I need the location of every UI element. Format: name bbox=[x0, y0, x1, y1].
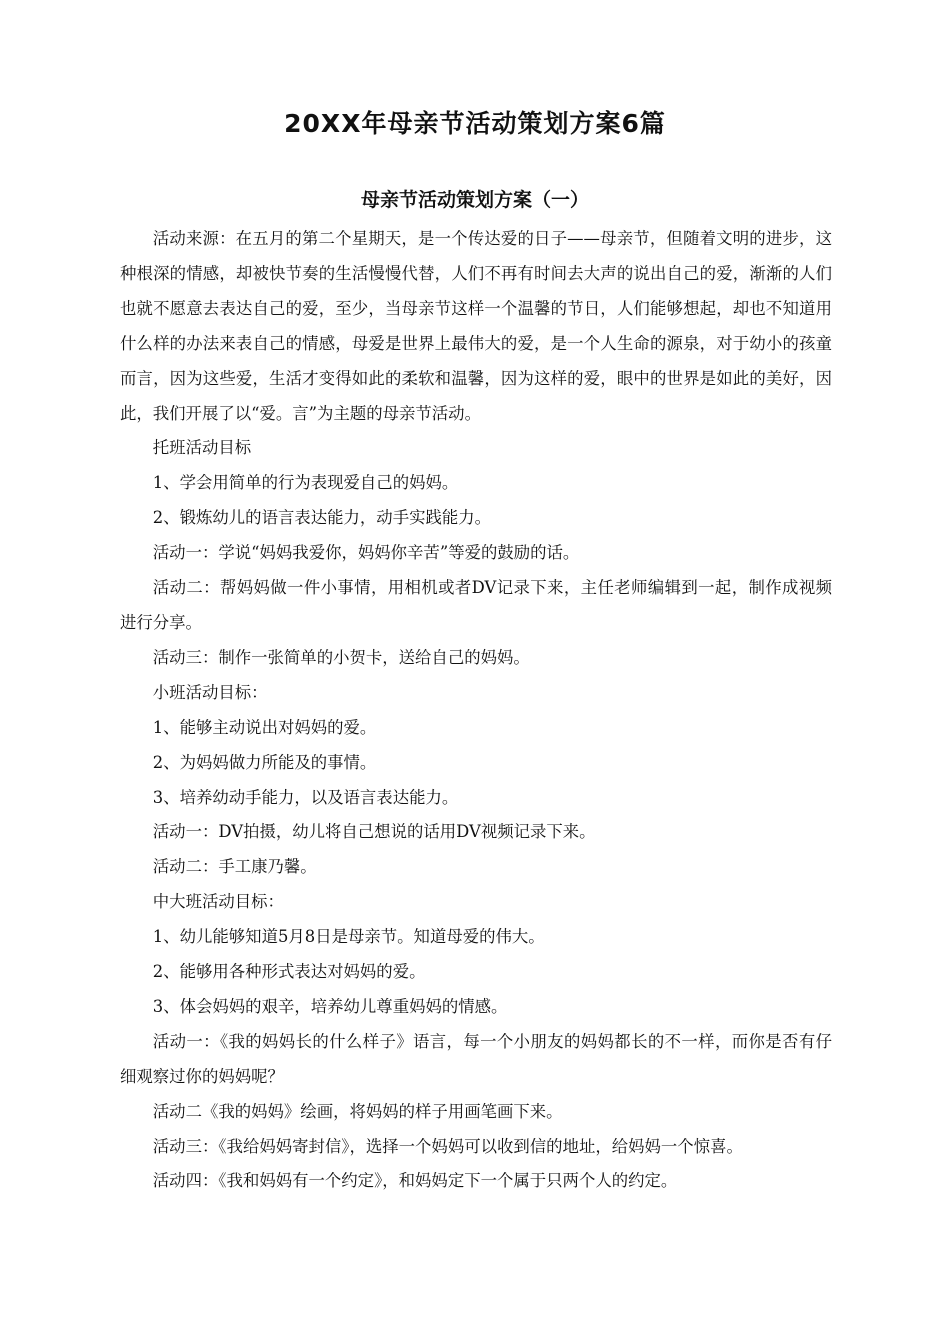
paragraph: 2、能够用各种形式表达对妈妈的爱。 bbox=[152, 962, 426, 982]
paragraph: 活动三：《我给妈妈寄封信》，选择一个妈妈可以收到信的地址，给妈妈一个惊喜。 bbox=[152, 1136, 743, 1156]
paragraph: 2、为妈妈做力所能及的事情。 bbox=[152, 752, 377, 772]
document-body bbox=[120, 222, 832, 1199]
paragraph: 活动四：《我和妈妈有一个约定》，和妈妈定下一个属于只两个人的约定。 bbox=[152, 1171, 678, 1191]
paragraph: 活动二：帮妈妈做一件小事情，用相机或者DV记录下来，主任老师编辑到一起，制作成视频进行分享。 bbox=[120, 578, 832, 632]
paragraph: 3、体会妈妈的艰辛，培养幼儿尊重妈妈的情感。 bbox=[152, 996, 508, 1016]
paragraph-middle-senior-goals-heading: 中大班活动目标： bbox=[152, 892, 284, 912]
paragraph: 活动三：制作一张简单的小贺卡，送给自己的妈妈。 bbox=[152, 647, 530, 667]
paragraph: 1、能够主动说出对妈妈的爱。 bbox=[152, 717, 377, 737]
paragraph: 1、幼儿能够知道5月8日是母亲节。知道母爱的伟大。 bbox=[152, 927, 545, 947]
paragraph-small-class-goals-heading: 小班活动目标： bbox=[152, 682, 268, 702]
paragraph-activity-source: 活动来源：在五月的第二个星期天，是一个传达爱的日子——母亲节，但随着文明的进步，这种根深的情感，却被快节奏的生活慢慢代替，人们不再有时间去大声的说出自己的爱，渐渐的人们也就不愿意去表达自己的爱，至少，当母亲节这样一个温馨的节日，人们能够想起，却也不知道用什么样的办法来表自己的情感，母爱是世界上最伟大的爱，是一个人生命的源泉，对于幼小的孩童而言，因为这些爱，生活才变得如此的柔软和温馨，因为这样的爱，眼中的世界是如此的美好，因此，我们开展了以“爱。言”为主题的母亲节活动。 bbox=[120, 229, 832, 423]
paragraph: 2、锻炼幼儿的语言表达能力，动手实践能力。 bbox=[152, 508, 492, 528]
paragraph: 活动二：手工康乃馨。 bbox=[152, 857, 317, 877]
section-title: 母亲节活动策划方案（一） bbox=[360, 189, 589, 211]
paragraph: 活动一：学说“妈妈我爱你，妈妈你辛苦”等爱的鼓励的话。 bbox=[152, 543, 580, 563]
paragraph: 活动二《我的妈妈》绘画，将妈妈的样子用画笔画下来。 bbox=[152, 1101, 563, 1121]
paragraph: 3、培养幼动手能力，以及语言表达能力。 bbox=[152, 787, 459, 807]
document-title: 20XX年母亲节活动策划方案6篇 bbox=[284, 109, 666, 138]
paragraph: 活动一：DV拍摄，幼儿将自己想说的话用DV视频记录下来。 bbox=[152, 822, 596, 842]
paragraph-nursery-goals-heading: 托班活动目标 bbox=[152, 438, 252, 458]
paragraph: 1、学会用简单的行为表现爱自己的妈妈。 bbox=[152, 473, 459, 493]
paragraph: 活动一：《我的妈妈长的什么样子》语言，每一个小朋友的妈妈都长的不一样，而你是否有仔细观察过你的妈妈呢？ bbox=[120, 1031, 832, 1086]
